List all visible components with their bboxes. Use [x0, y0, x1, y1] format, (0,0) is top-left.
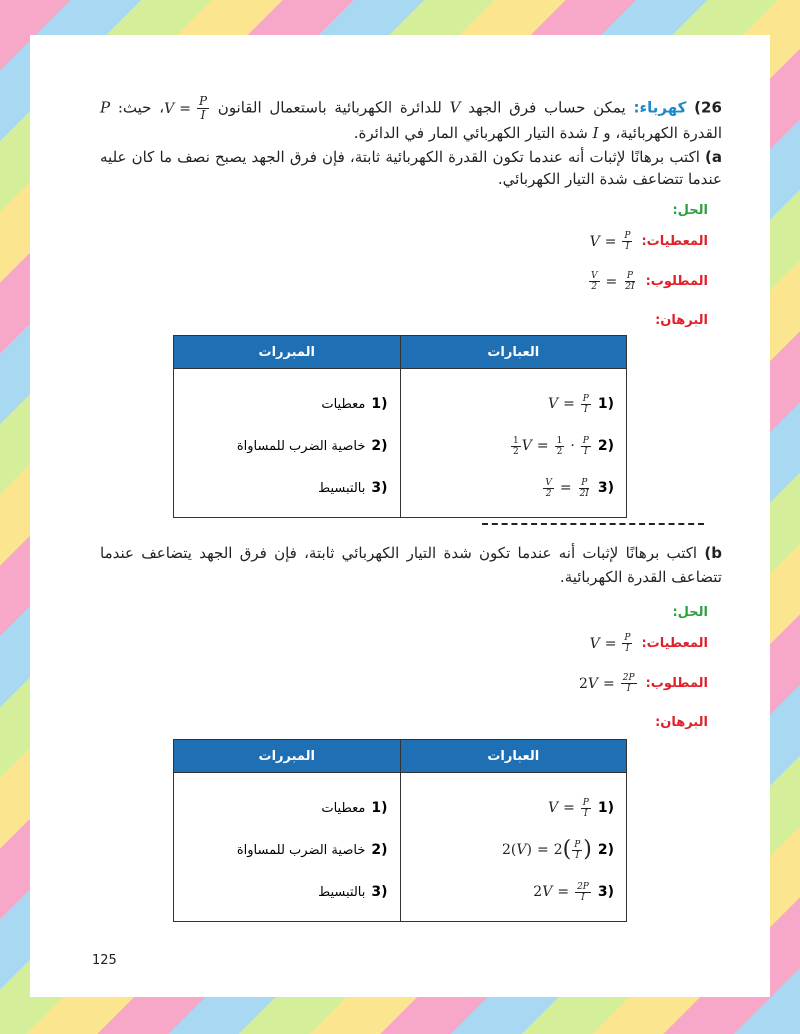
statement-number: 3)	[597, 884, 614, 900]
statement-formula: V = $\frac{P}{I}$	[547, 797, 589, 819]
part-b-required-label: المطلوب:	[645, 676, 708, 691]
part-b-statement	[100, 541, 722, 589]
law-v: V	[164, 100, 175, 117]
reason-line	[186, 383, 388, 425]
part-a-given-row	[590, 231, 708, 252]
statement-line	[413, 787, 615, 829]
part-b-letter: b)	[704, 544, 722, 562]
reason-line	[186, 787, 388, 829]
equals-sign: =	[179, 100, 191, 117]
statement-number: 1)	[597, 800, 614, 816]
reason-text: خاصية الضرب للمساواة	[236, 438, 366, 454]
part-b-required-formula: 2 V = $\frac{2P}{I}$	[578, 673, 635, 694]
statement-number: 3)	[597, 480, 614, 496]
reason-number: 3)	[371, 884, 388, 900]
statement-formula: $\frac{V}{2}$ = $\frac{P}{2I}$	[545, 477, 589, 499]
var-v: V	[449, 98, 461, 117]
statement-line	[413, 829, 615, 871]
question-topic: كهرباء:	[633, 98, 687, 117]
statement-text-b: للدائرة الكهربائية باستعمال القانون	[217, 98, 442, 117]
var-p: P	[100, 98, 111, 117]
statement-line	[413, 383, 615, 425]
reason-text: بالتبسيط	[318, 480, 366, 496]
statement-text-a: يمكن حساب فرق الجهد	[468, 98, 626, 117]
reason-text: معطيات	[321, 396, 366, 412]
reason-number: 3)	[371, 480, 388, 496]
reason-number: 1)	[371, 396, 388, 412]
statement-number: 2)	[597, 842, 614, 858]
part-b-given-label: المعطيات:	[641, 636, 708, 651]
part-b-given-formula: V = $\frac{P}{I}$	[589, 633, 631, 654]
reason-line	[186, 425, 388, 467]
var-i: I	[592, 124, 599, 142]
part-a-letter: a)	[705, 148, 722, 166]
statements-cell	[400, 369, 627, 518]
part-a-text: اكتب برهانًا لإثبات أنه عندما تكون القدرة الكهربائية ثابتة، فإن فرق الجهد يصبح نصف ما كان عليه عندما تتضاعف شدة التيار الكهربائي.	[100, 148, 722, 188]
statement-line	[413, 871, 615, 913]
part-b-proof-label: البرهان:	[655, 715, 708, 730]
page-sheet	[30, 35, 770, 997]
reasons-cell	[174, 773, 401, 922]
statement-text-c: ، حيث:	[117, 98, 165, 117]
statements-cell	[400, 773, 627, 922]
part-a-given-formula: V = $\frac{P}{I}$	[589, 231, 631, 252]
reason-number: 2)	[371, 438, 388, 454]
reason-number: 1)	[371, 800, 388, 816]
statement-formula: 2 V = $\frac{2P}{I}$	[533, 881, 589, 903]
part-a-solution-label: الحل:	[672, 203, 708, 218]
part-b-proof-table	[173, 739, 627, 922]
statement-line	[413, 425, 615, 467]
statements-header: العبارات	[400, 740, 627, 773]
part-b-given-row	[590, 633, 708, 654]
reason-text: خاصية الضرب للمساواة	[236, 842, 366, 858]
page-number: 125	[92, 953, 117, 968]
part-a-proof-table	[173, 335, 627, 518]
reason-line	[186, 871, 388, 913]
part-a-given-label: المعطيات:	[641, 234, 708, 249]
reasons-header: المبررات	[174, 740, 401, 773]
law-formula	[164, 95, 210, 122]
problem-statement	[100, 95, 722, 190]
section-divider	[482, 523, 704, 525]
part-b-text: اكتب برهانًا لإثبات أنه عندما تكون شدة التيار الكهربائي ثابتة، فإن فرق الجهد يتضاعف عندما تتضاعف القدرة الكهربائية.	[100, 544, 722, 586]
law-num: P	[198, 94, 208, 108]
part-a-proof-label: البرهان:	[655, 313, 708, 328]
reason-text: معطيات	[321, 800, 366, 816]
reason-line	[186, 467, 388, 509]
question-number: 26)	[694, 98, 722, 117]
statement-formula: 2( V ) = 2 ( $\frac{P}{I}$ )	[501, 837, 592, 862]
statement-line	[413, 467, 615, 509]
law-fraction	[197, 95, 209, 122]
part-a-required-row	[588, 271, 708, 292]
statements-header: العبارات	[400, 336, 627, 369]
part-b-solution-label: الحل:	[672, 605, 708, 620]
part-b-required-row	[565, 673, 708, 694]
reasons-header: المبررات	[174, 336, 401, 369]
statement-formula: $\frac{1}{2}$ V = $\frac{1}{2}$ · $\frac{P}{I}$	[513, 435, 589, 457]
reasons-cell	[174, 369, 401, 518]
statement-text-d: القدرة الكهربائية، و	[603, 124, 722, 142]
part-a-required-label: المطلوب:	[645, 274, 708, 289]
statement-number: 2)	[597, 438, 614, 454]
statement-formula: V = $\frac{P}{I}$	[547, 393, 589, 415]
part-a-required-formula: $\frac{V}{2}$ = $\frac{P}{2I}$	[591, 271, 635, 292]
statement-text-e: شدة التيار الكهربائي المار في الدائرة.	[353, 124, 588, 142]
law-den: I	[200, 108, 206, 122]
reason-text: بالتبسيط	[318, 884, 366, 900]
reason-number: 2)	[371, 842, 388, 858]
statement-number: 1)	[597, 396, 614, 412]
reason-line	[186, 829, 388, 871]
